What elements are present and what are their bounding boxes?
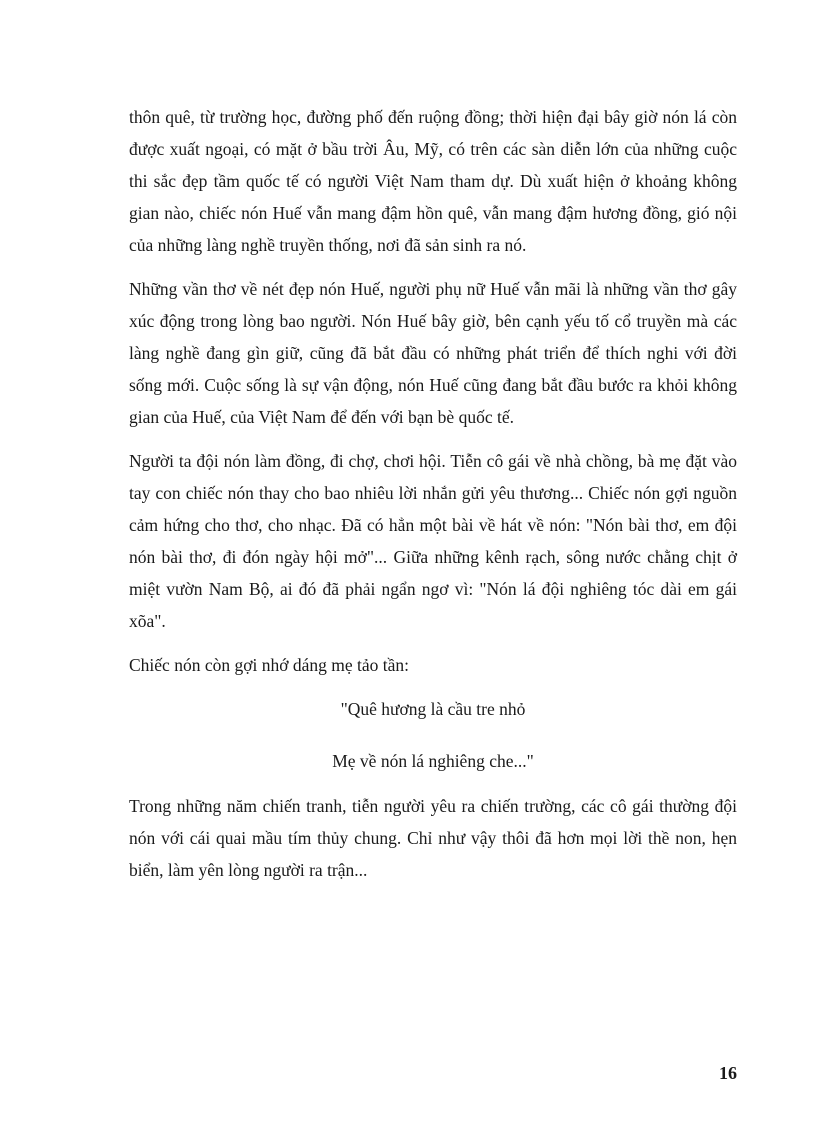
verse-block [129, 693, 737, 777]
paragraph-3: Người ta đội nón làm đồng, đi chợ, chơi hội. Tiễn cô gái về nhà chồng, bà mẹ đặt vào tay con chiếc nón thay cho bao nhiêu lời nhắn gửi yêu thương... Chiếc nón gợi nguồn cảm hứng cho thơ, cho nhạc. Đã có hẳn một bài về hát về nón: "Nón bài thơ, em đội nón bài thơ, đi đón ngày hội mở"... Giữa những kênh rạch, sông nước chằng chịt ở miệt vườn Nam Bộ, ai đó đã phải ngẩn ngơ vì: "Nón lá đội nghiêng tóc dài em gái xõa". [129, 451, 737, 631]
paragraph-2: Những vần thơ về nét đẹp nón Huế, người phụ nữ Huế vẫn mãi là những vần thơ gây xúc động trong lòng bao người. Nón Huế bây giờ, bên cạnh yếu tố cổ truyền mà các làng nghề đang gìn giữ, cũng đã bắt đầu có những phát triển để thích nghi với đời sống mới. Cuộc sống là sự vận động, nón Huế cũng đang bắt đầu bước ra khỏi không gian của Huế, của Việt Nam để đến với bạn bè quốc tế. [129, 279, 737, 427]
closing-paragraph: Trong những năm chiến tranh, tiễn người yêu ra chiến trường, các cô gái thường đội nón với cái quai mầu tím thủy chung. Chỉ như vậy thôi đã hơn mọi lời thề non, hẹn biển, làm yên lòng người ra trận... [129, 796, 737, 880]
verse-line-1: "Quê hương là cầu tre nhỏ [340, 699, 526, 719]
page-number: 16 [719, 1063, 737, 1083]
paragraph-1: thôn quê, từ trường học, đường phố đến ruộng đồng; thời hiện đại bây giờ nón lá còn được xuất ngoại, có mặt ở bầu trời Âu, Mỹ, có trên các sàn diễn lớn của những cuộc thi sắc đẹp tầm quốc tế có người Việt Nam tham dự. Dù xuất hiện ở khoảng không gian nào, chiếc nón Huế vẫn mang đậm hồn quê, vẫn mang đậm hương đồng, gió nội của những làng nghề truyền thống, nơi đã sản sinh ra nó. [129, 107, 737, 255]
paragraph-4: Chiếc nón còn gợi nhớ dáng mẹ tảo tần: [129, 655, 409, 675]
verse-line-2: Mẹ về nón lá nghiêng che..." [332, 751, 534, 771]
document-body [129, 101, 737, 898]
